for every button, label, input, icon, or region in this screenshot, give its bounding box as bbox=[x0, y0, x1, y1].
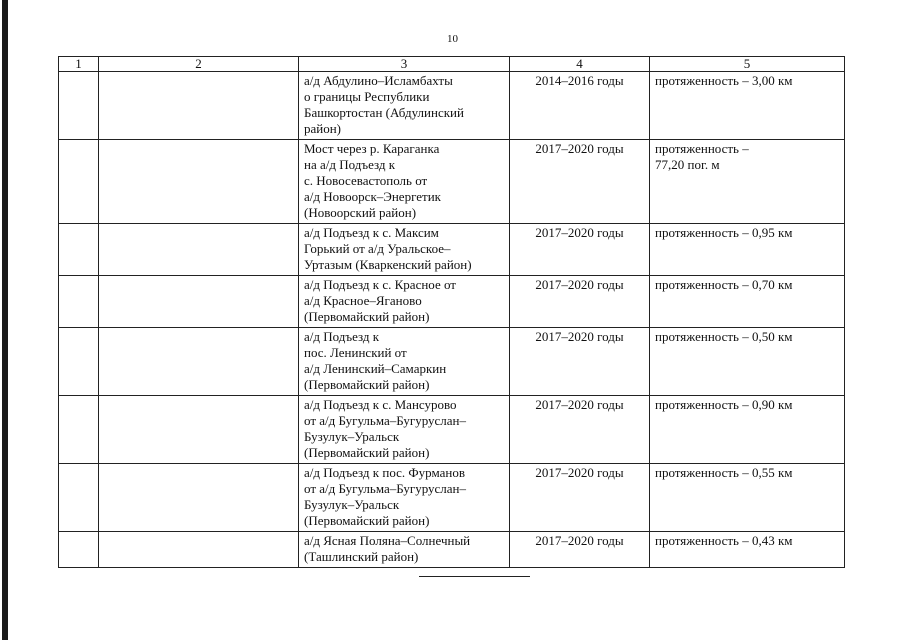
period-cell: 2017–2020 годы bbox=[510, 396, 650, 464]
period-cell: 2017–2020 годы bbox=[510, 532, 650, 568]
road-object-cell: а/д Подъезд к с. Максим Горький от а/д Уральское– Уртазым (Кваркенский район) bbox=[299, 224, 510, 276]
table-row bbox=[59, 532, 845, 568]
row-cell-col1 bbox=[59, 396, 99, 464]
period-cell: 2017–2020 годы bbox=[510, 464, 650, 532]
length-cell: протяженность – 0,70 км bbox=[650, 276, 845, 328]
table-row bbox=[59, 224, 845, 276]
scan-edge-bar bbox=[2, 0, 8, 640]
column-header-5: 5 bbox=[650, 57, 845, 72]
table-row bbox=[59, 276, 845, 328]
row-cell-col1 bbox=[59, 224, 99, 276]
column-header-1: 1 bbox=[59, 57, 99, 72]
row-cell-col1 bbox=[59, 140, 99, 224]
document-table bbox=[58, 56, 845, 568]
road-object-cell: а/д Абдулино–Исламбахты о границы Республики Башкортостан (Абдулинский район) bbox=[299, 72, 510, 140]
road-object-cell: а/д Подъезд к пос. Фурманов от а/д Бугульма–Бугуруслан– Бузулук–Уральск (Первомайский район) bbox=[299, 464, 510, 532]
road-object-cell: а/д Подъезд к пос. Ленинский от а/д Ленинский–Самаркин (Первомайский район) bbox=[299, 328, 510, 396]
row-cell-col1 bbox=[59, 464, 99, 532]
length-cell: протяженность – 0,55 км bbox=[650, 464, 845, 532]
page-number: 10 bbox=[447, 33, 458, 45]
row-cell-col1 bbox=[59, 72, 99, 140]
length-cell: протяженность – 0,90 км bbox=[650, 396, 845, 464]
row-cell-col2 bbox=[99, 140, 299, 224]
road-object-cell: Мост через р. Караганка на а/д Подъезд к с. Новосевастополь от а/д Новоорск–Энергетик (Новоорский район) bbox=[299, 140, 510, 224]
table-row bbox=[59, 328, 845, 396]
period-cell: 2017–2020 годы bbox=[510, 224, 650, 276]
road-object-cell: а/д Подъезд к с. Красное от а/д Красное–Ягановo (Первомайский район) bbox=[299, 276, 510, 328]
table-row bbox=[59, 72, 845, 140]
row-cell-col2 bbox=[99, 464, 299, 532]
column-header-3: 3 bbox=[299, 57, 510, 72]
road-object-cell: а/д Ясная Поляна–Солнечный (Ташлинский район) bbox=[299, 532, 510, 568]
length-cell: протяженность – 77,20 пог. м bbox=[650, 140, 845, 224]
row-cell-col1 bbox=[59, 328, 99, 396]
table-row bbox=[59, 396, 845, 464]
period-cell: 2017–2020 годы bbox=[510, 140, 650, 224]
row-cell-col2 bbox=[99, 328, 299, 396]
footer-rule bbox=[419, 576, 530, 577]
table-row bbox=[59, 464, 845, 532]
row-cell-col2 bbox=[99, 276, 299, 328]
row-cell-col2 bbox=[99, 396, 299, 464]
column-header-2: 2 bbox=[99, 57, 299, 72]
column-header-4: 4 bbox=[510, 57, 650, 72]
period-cell: 2017–2020 годы bbox=[510, 328, 650, 396]
row-cell-col2 bbox=[99, 532, 299, 568]
row-cell-col2 bbox=[99, 72, 299, 140]
length-cell: протяженность – 0,50 км bbox=[650, 328, 845, 396]
row-cell-col1 bbox=[59, 276, 99, 328]
length-cell: протяженность – 0,95 км bbox=[650, 224, 845, 276]
period-cell: 2017–2020 годы bbox=[510, 276, 650, 328]
row-cell-col2 bbox=[99, 224, 299, 276]
column-number-row bbox=[59, 57, 845, 72]
road-object-cell: а/д Подъезд к с. Мансурово от а/д Бугульма–Бугуруслан– Бузулук–Уральск (Первомайский район) bbox=[299, 396, 510, 464]
length-cell: протяженность – 0,43 км bbox=[650, 532, 845, 568]
period-cell: 2014–2016 годы bbox=[510, 72, 650, 140]
table-row bbox=[59, 140, 845, 224]
row-cell-col1 bbox=[59, 532, 99, 568]
length-cell: протяженность – 3,00 км bbox=[650, 72, 845, 140]
table-body bbox=[59, 72, 845, 568]
